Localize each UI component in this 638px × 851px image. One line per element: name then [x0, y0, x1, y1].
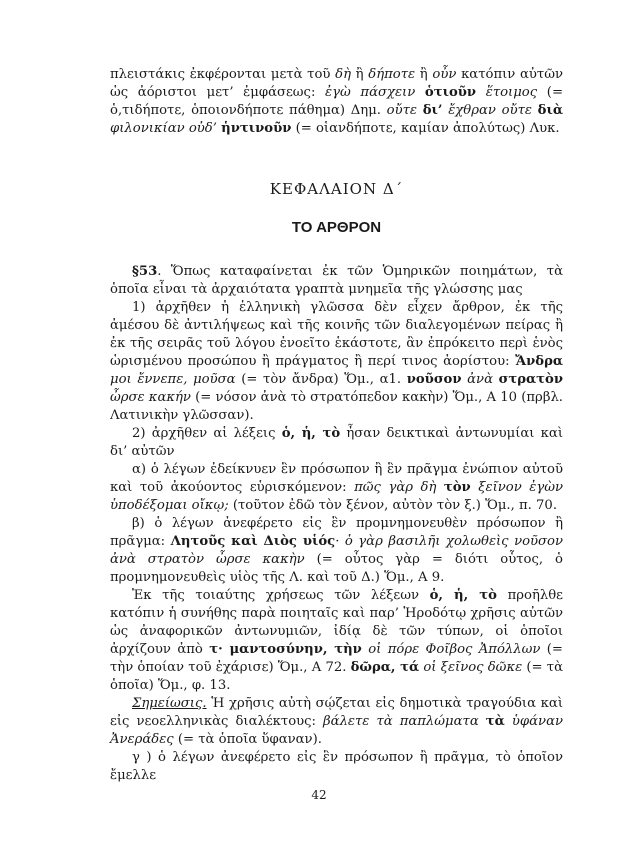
text-run [415, 85, 425, 100]
italic-text: ἕτοιμος [485, 85, 538, 100]
text-run: κατόπιν αὐτῶν ὡς ἀόριστοι μετ’ ἐμφάσεως: [110, 67, 563, 100]
italic-text: βάλετε τὰ παπλώματα [323, 714, 479, 729]
text-run: α) ὁ λέγων ἐδείκνυεν ἓν πρόσωπον ἢ ἓν πρᾶγμα ἐνώπιον αὐτοῦ καὶ τοῦ ἀκούοντος εὑρισκόμενον: [110, 462, 563, 495]
bold-text: στρατὸν [498, 372, 563, 387]
body-paragraph [110, 425, 563, 461]
text-run: (= τὴν ὁποίαν τοῦ ἐχάρισε) Ὅμ., Α 72. [110, 642, 563, 675]
italic-text: Σημείωσις. [132, 696, 207, 711]
bold-text: §53 [132, 264, 158, 279]
bold-text: τὰ [485, 714, 505, 729]
section-heading: ΤΟ ΑΡΘΡΟΝ [291, 219, 382, 236]
bold-text: νοῦσον [406, 372, 462, 387]
chapter-heading: ΚΕΦΑΛΑΙΟΝ Δ΄ [269, 180, 404, 198]
bold-text: τ· μαντοσύνην, τὴν [209, 642, 362, 657]
text-run: Ἡ χρῆσις αὐτὴ σῴζεται εἰς δημοτικὰ τραγούδια καὶ εἰς νεοελληνικὰς διαλέκτους: [110, 696, 563, 729]
text-run: (= οἱανδήποτε, καμίαν ἀπολύτως) Λυκ. [291, 121, 560, 136]
text-run: προῆλθε κατόπιν ἡ συνήθης παρὰ ποιηταῖς καὶ παρ’ Ἡροδότῳ χρῆσις αὐτῶν ὡς ἀναφορικῶν ἀντωνυμιῶν, ἰδίᾳ δὲ τῶν τύπων, οἱ ὁποῖοι ἀρχίζουν ἀπὸ [110, 588, 563, 657]
italic-text: δὴ [335, 67, 351, 82]
bold-text: Ἄνδρα [515, 354, 563, 369]
text-run: (τοῦτον ἐδῶ τὸν ξένον, αὐτὸν τὸν ξ.) Ὅμ., π. 70. [228, 498, 558, 513]
italic-text: πῶς γὰρ δὴ [354, 480, 437, 495]
text-run: (= τὰ ὁποῖα ὕφαναν). [173, 732, 322, 747]
text-run [505, 714, 512, 729]
italic-text: φιλονικίαν οὐδ’ [110, 121, 217, 136]
text-run: (= οὗτος γὰρ = διότι οὗτος, ὁ προμνημονευθεὶς υἱὸς τῆς Λ. καὶ τοῦ Δ.) Ὅμ., Α 9. [110, 552, 563, 585]
text-run: ἢ [415, 67, 433, 82]
italic-text: ὁ γὰρ βασιλῆι χολωθεὶς νοῦσον ἀνὰ στρατὸν ὦρσε κακὴν [110, 534, 563, 567]
bold-text: τὸν [443, 480, 471, 495]
text-run: 2) ἀρχῆθεν αἱ λέξεις [132, 426, 282, 441]
italic-text: δήποτε [368, 67, 416, 82]
section-body [110, 263, 563, 785]
bold-text: ἡντινοῦν [221, 121, 292, 136]
italic-text: ἔχθραν οὔτε [448, 103, 532, 118]
text-run: Ἐκ τῆς τοιαύτης χρήσεως τῶν λέξεων [132, 588, 430, 603]
bold-text: δῶρα, τά [350, 660, 420, 675]
text-run: · [335, 534, 345, 549]
italic-text: ἐγὼ πάσχειν [325, 85, 416, 100]
text-run: β) ὁ λέγων ἀνεφέρετο εἰς ἓν προμνημονευθὲν πρόσωπον ἢ πρᾶγμα: [110, 516, 563, 549]
bold-text: ὁτιοῦν [424, 85, 477, 100]
italic-text: οὖν [432, 67, 457, 82]
italic-text: μοι ἔννεπε, μοῦσα [110, 372, 236, 387]
bold-text: Λητοῦς καὶ Διὸς υἱός [170, 534, 336, 549]
body-paragraph [110, 587, 563, 695]
text-run: ἢ [350, 67, 369, 82]
body-paragraph [110, 515, 563, 587]
text-run [476, 85, 486, 100]
text-run: (= τὰ ὁποῖα) Ὅμ., φ. 13. [110, 660, 563, 693]
italic-text: οὔτε [386, 103, 418, 118]
bold-text: δι’ [422, 103, 443, 118]
italic-text: ἀνὰ [467, 372, 493, 387]
body-paragraph [110, 749, 563, 785]
text-run: γ ) ὁ λέγων ἀνεφέρετο εἰς ἓν πρόσωπον ἢ πρᾶγμα, τὸ ὁποῖον ἔμελλε [110, 750, 563, 783]
italic-text: οἱ πόρε Φοῖβος Ἀπόλλων [368, 642, 541, 657]
text-run [479, 714, 486, 729]
italic-text: οἱ ξεῖνος δῶκε [423, 660, 523, 675]
bold-text: διὰ [537, 103, 563, 118]
text-run: (= ὁ,τιδήποτε, ὁποιονδήποτε πάθημα) Δημ. [110, 85, 563, 118]
text-run: πλειστάκις ἐκφέρονται μετὰ τοῦ [110, 67, 336, 82]
italic-text: ὑφάναν Ἀνεράδες [110, 714, 563, 747]
bold-text: ὁ, ἡ, τὸ [281, 426, 341, 441]
body-paragraph [110, 263, 563, 299]
body-paragraph [110, 299, 563, 425]
italic-text: ὦρσε κακήν [110, 390, 191, 405]
text-run: 1) ἀρχῆθεν ἡ ἑλληνικὴ γλῶσσα δὲν εἶχεν ἄρθρον, ἐκ τῆς ἀμέσου δὲ ἀντιλήψεως καὶ τῆς κοινῆς τῶν διαλεγομένων πείρας ἢ ἐκ τῆς σειρᾶς τοῦ λόγου ἐνοεῖτο ἑκάστοτε, ἂν ἐπρόκειτο περὶ ἑνὸς ὡρισμένου προσώπου ἢ πράγματος ἢ περί τινος ἀορίστου: [110, 300, 563, 369]
continued-paragraph [110, 66, 563, 138]
text-run: ἦσαν δεικτικαὶ ἀντωνυμίαι καὶ δι’ αὐτῶν [110, 426, 563, 459]
body-paragraph [110, 461, 563, 515]
bold-text: ὁ, ἡ, τὸ [429, 588, 497, 603]
paragraph-text [110, 66, 563, 138]
italic-text: ξεῖνον ἐγὼν ὑποδέξομαι οἴκῳ; [110, 480, 563, 513]
body-paragraph [110, 695, 563, 749]
text-run: (= νόσον ἀνὰ τὸ στρατόπεδον κακὴν) Ὅμ., Α 10 (πρβλ. Λατινικὴν γλῶσσαν). [110, 390, 563, 423]
text-run [436, 480, 444, 495]
text-run: (= τὸν ἄνδρα) Ὅμ., α1. [235, 372, 407, 387]
text-run: . Ὅπως καταφαίνεται ἐκ τῶν Ὁμηρικῶν ποιημάτων, τὰ ὁποῖα εἶναι τὰ ἀρχαιότατα γραπτὰ μνημεῖα τῆς γλώσσης μας [110, 264, 563, 297]
page-number: 42 [311, 788, 327, 802]
